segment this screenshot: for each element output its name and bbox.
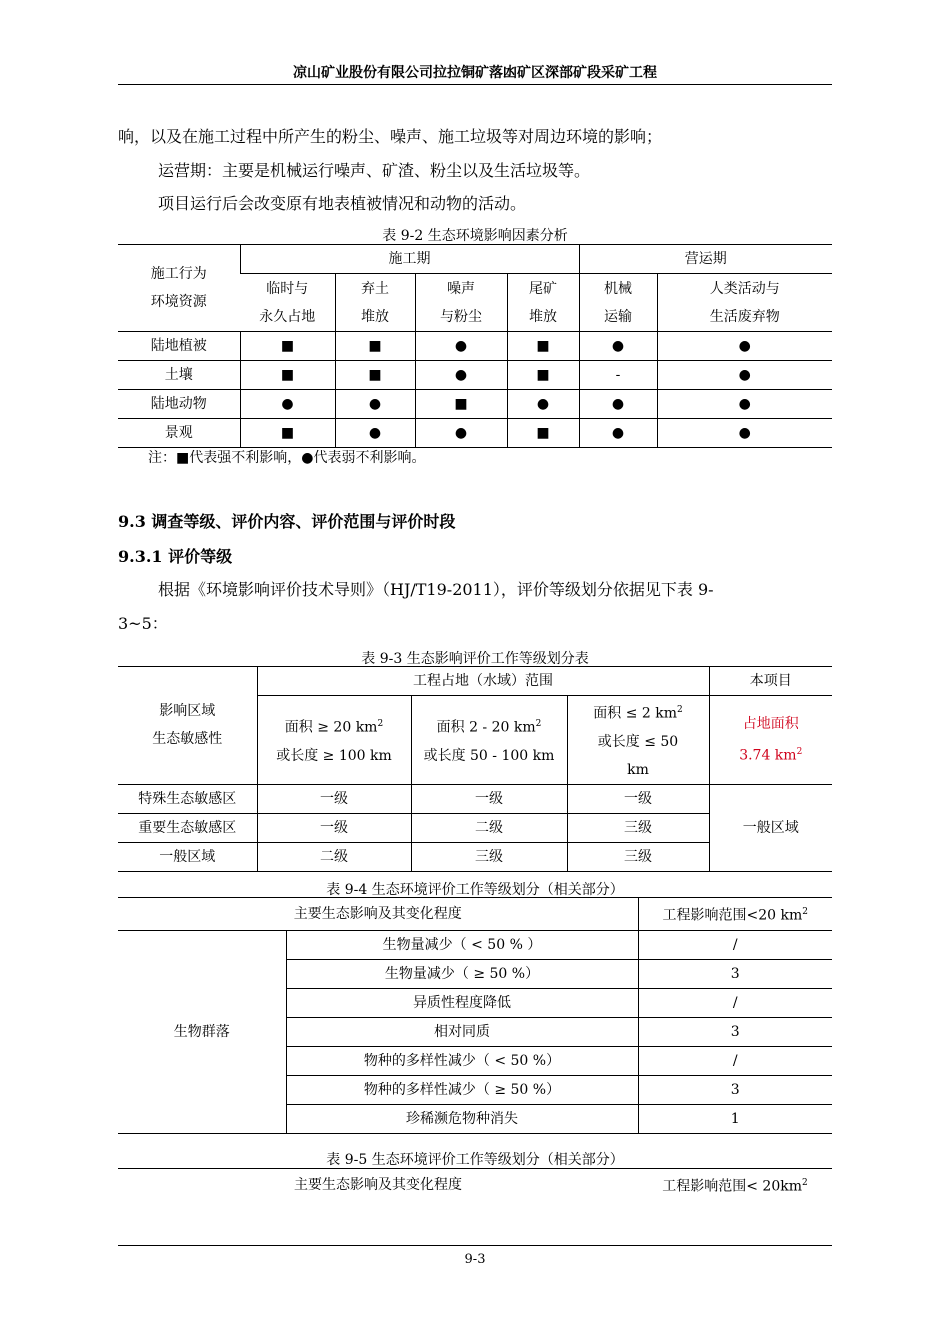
header-range: 工程影响范围<20 $km^2$ <box>638 898 832 931</box>
row-label: 特殊生态敏感区 <box>118 784 257 813</box>
cell: ■ <box>507 332 579 361</box>
table-row <box>118 784 832 813</box>
cell: ■ <box>240 361 335 390</box>
header-range: 工程影响范围< $20km^2$ <box>662 1178 808 1195</box>
cell: / <box>638 988 832 1017</box>
row-label: 景观 <box>118 419 240 448</box>
paragraph-2: 运营期：主要是机械运行噪声、矿渣、粉尘以及生活垃圾等。 <box>158 161 591 180</box>
cell: ● <box>579 390 657 419</box>
cell: 三级 <box>411 842 567 871</box>
col-header: 噪声 与粉尘 <box>415 274 507 332</box>
table-row <box>118 930 832 959</box>
cell: ● <box>657 332 832 361</box>
row-label: 物种的多样性减少（ < 50 %） <box>286 1046 638 1075</box>
cell: 3 <box>638 1017 832 1046</box>
section-heading-9-3: 9.3 调查等级、评价内容、评价范围与评价时段 <box>118 512 456 531</box>
cell: ● <box>507 390 579 419</box>
cell: 一级 <box>257 784 411 813</box>
col-header: 尾矿 堆放 <box>507 274 579 332</box>
cell: ● <box>579 332 657 361</box>
table-row <box>118 361 832 390</box>
footer-rule <box>118 1245 832 1246</box>
header-impact: 主要生态影响及其变化程度 <box>294 1176 462 1193</box>
cell: ● <box>579 419 657 448</box>
cell: ● <box>335 390 415 419</box>
row-label: 土壤 <box>118 361 240 390</box>
cell: 1 <box>638 1104 832 1133</box>
table-9-4 <box>118 897 832 1134</box>
row-label: 生物量减少（ < 50 % ） <box>286 930 638 959</box>
cell: ● <box>240 390 335 419</box>
cell: ● <box>335 419 415 448</box>
project-value: 一般区域 <box>709 784 832 871</box>
row-label: 生物量减少（ ≥ 50 %） <box>286 959 638 988</box>
row-label: 重要生态敏感区 <box>118 813 257 842</box>
row-label: 异质性程度降低 <box>286 988 638 1017</box>
cell: ■ <box>507 419 579 448</box>
paragraph-4-cont: 3~5： <box>118 614 168 633</box>
project-area: 占地面积 3.74 $km^2$ <box>709 696 832 785</box>
header-impact: 主要生态影响及其变化程度 <box>118 898 638 931</box>
corner-cell: 施工行为 环境资源 <box>118 245 240 332</box>
table-9-3 <box>118 666 832 872</box>
page-header: 凉山矿业股份有限公司拉拉铜矿落凼矿区深部矿段采矿工程 <box>293 65 657 81</box>
phase-operation: 营运期 <box>579 245 832 274</box>
table-9-2 <box>118 244 832 448</box>
row-label: 相对同质 <box>286 1017 638 1046</box>
col-header: 人类活动与 生活废弃物 <box>657 274 832 332</box>
cell: ■ <box>415 390 507 419</box>
cell: ● <box>657 390 832 419</box>
cell: ■ <box>240 419 335 448</box>
corner-cell: 影响区域 生态敏感性 <box>118 667 257 785</box>
col-header: 机械 运输 <box>579 274 657 332</box>
paragraph-3: 项目运行后会改变原有地表植被情况和动物的活动。 <box>158 194 527 213</box>
cell: 一级 <box>257 813 411 842</box>
row-label: 陆地动物 <box>118 390 240 419</box>
table-9-3-caption: 表 9-3 生态影响评价工作等级划分表 <box>361 651 589 667</box>
paragraph-1: 响，以及在施工过程中所产生的粉尘、噪声、施工垃圾等对周边环境的影响； <box>118 127 663 146</box>
page-number: 9-3 <box>464 1252 486 1267</box>
cell: 三级 <box>567 813 709 842</box>
table-9-5-caption: 表 9-5 生态环境评价工作等级划分（相关部分） <box>326 1152 624 1168</box>
range-col-2: 面积 2 - 20 $km^2$ 或长度 50 - 100 km <box>411 696 567 785</box>
group-label: 生物群落 <box>118 930 286 1133</box>
cell: ■ <box>240 332 335 361</box>
cell: 3 <box>638 1075 832 1104</box>
row-label: 物种的多样性减少（ ≥ 50 %） <box>286 1075 638 1104</box>
row-label: 珍稀濒危物种消失 <box>286 1104 638 1133</box>
phase-construction: 施工期 <box>240 245 579 274</box>
table-row <box>118 332 832 361</box>
range-col-3: 面积 ≤ 2 $km^2$ 或长度 ≤ 50 km <box>567 696 709 785</box>
cell: / <box>638 1046 832 1075</box>
cell: 三级 <box>567 842 709 871</box>
cell: - <box>579 361 657 390</box>
cell: ■ <box>335 361 415 390</box>
header-rule <box>118 84 832 85</box>
col-header: 临时与 永久占地 <box>240 274 335 332</box>
range-header: 工程占地（水域）范围 <box>257 667 709 696</box>
table-9-5 <box>118 1168 832 1201</box>
table-row <box>118 390 832 419</box>
cell: / <box>638 930 832 959</box>
table-9-2-caption: 表 9-2 生态环境影响因素分析 <box>382 228 568 244</box>
cell: ● <box>657 419 832 448</box>
row-label: 一般区域 <box>118 842 257 871</box>
row-label: 陆地植被 <box>118 332 240 361</box>
table-9-4-caption: 表 9-4 生态环境评价工作等级划分（相关部分） <box>326 882 624 898</box>
cell: 二级 <box>411 813 567 842</box>
cell: 二级 <box>257 842 411 871</box>
cell: ■ <box>335 332 415 361</box>
table-row <box>118 419 832 448</box>
cell: ● <box>415 332 507 361</box>
cell: 一级 <box>567 784 709 813</box>
cell: ● <box>415 419 507 448</box>
table-9-2-note: 注：■代表强不利影响，●代表弱不利影响。 <box>148 450 426 466</box>
cell: ■ <box>507 361 579 390</box>
cell: ● <box>415 361 507 390</box>
cell: 3 <box>638 959 832 988</box>
section-heading-9-3-1: 9.3.1 评价等级 <box>118 547 233 566</box>
cell: ● <box>657 361 832 390</box>
project-header: 本项目 <box>709 667 832 696</box>
paragraph-4: 根据《环境影响评价技术导则》（HJ/T19-2011），评价等级划分依据见下表 9- <box>158 580 714 599</box>
col-header: 弃土 堆放 <box>335 274 415 332</box>
cell: 一级 <box>411 784 567 813</box>
range-col-1: 面积 ≥ 20 $km^2$ 或长度 ≥ 100 km <box>257 696 411 785</box>
